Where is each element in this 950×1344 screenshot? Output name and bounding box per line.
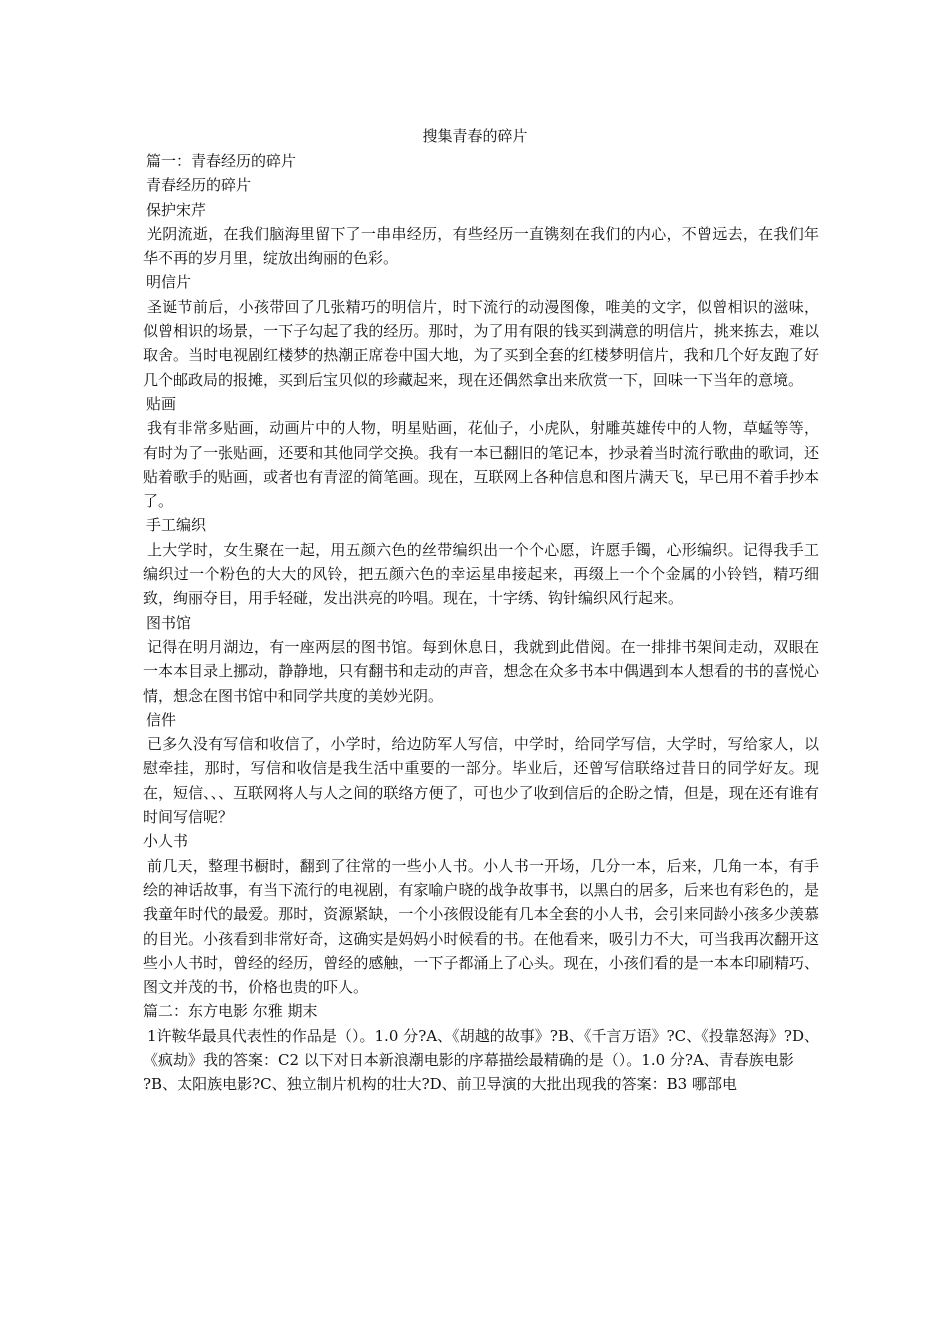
section-heading: 贴画 (146, 394, 177, 413)
section-heading: 手工编织 (146, 516, 207, 535)
section-heading: 明信片 (146, 273, 192, 292)
paragraph: 上大学时，女生聚在一起，用五颜六色的丝带编织出一个个心愿，许愿手镯，心形编织。记得我手工编织过一个粉色的大大的风铃，把五颜六色的幸运星串接起来，再缀上一个个金属的小铃铛，精巧细致，绚丽夺目，用手轻碰，发出洪亮的吟唱。现在，十字绣、钩针编织风行起来。 (143, 540, 819, 608)
paragraph: 记得在明月湖边，有一座两层的图书馆。每到休息日，我就到此借阅。在一排排书架间走动，双眼在一本本目录上挪动，静静地，只有翻书和走动的声音，想念在众多书本中偶遇到本人想看的书的喜悦心情，想念在图书馆中和同学共度的美妙光阴。 (143, 637, 819, 705)
document-body (143, 149, 819, 1097)
section-heading: ?B、太阳族电影?C、独立制片机构的壮大?D、前卫导演的大批出现我的答案：B3 哪部电 (143, 1075, 737, 1094)
section-heading: 青春经历的碎片 (146, 176, 252, 195)
paragraph: 圣诞节前后，小孩带回了几张精巧的明信片，时下流行的动漫图像，唯美的文字，似曾相识的滋味，似曾相识的场景，一下子勾起了我的经历。那时，为了用有限的钱买到满意的明信片，挑来拣去，难以取舍。当时电视剧红楼梦的热潮正席卷中国大地，为了买到全套的红楼梦明信片，我和几个好友跑了好几个邮政局的报摊，买到后宝贝似的珍藏起来，现在还偶然拿出来欣赏一下，回味一下当年的意境。 (143, 297, 819, 389)
paragraph: 我有非常多贴画，动画片中的人物，明星贴画，花仙子，小虎队，射雕英雄传中的人物，草蜢等等，有时为了一张贴画，还要和其他同学交换。我有一本已翻旧的笔记本，抄录着当时流行歌曲的歌词，还贴着歌手的贴画，或者也有青涩的简笔画。现在，互联网上各种信息和图片满天飞，早已用不着手抄本了。 (143, 419, 819, 511)
section-heading: 篇二：东方电影 尔雅 期末 (143, 1002, 318, 1021)
section-heading: 篇一：青春经历的碎片 (146, 152, 297, 170)
paragraph: 已多久没有写信和收信了，小学时，给边防军人写信，中学时，给同学写信，大学时，写给家人，以慰牵挂，那时，写信和收信是我生活中重要的一部分。毕业后，还曾写信联络过昔日的同学好友。现在，短信、、、互联网将人与人之间的联络方便了，可也少了收到信后的企盼之情，但是，现在还有谁有时间写信呢？ (143, 735, 819, 827)
section-heading: 信件 (146, 710, 177, 729)
section-heading: 保护宋芹 (146, 200, 207, 219)
section-heading: 图书馆 (146, 613, 192, 632)
paragraph: 1许鞍华最具代表性的作品是（）。1.0 分?A、《胡越的故事》?B、《千言万语》?C、《投靠怒海》?D、《疯劫》我的答案：C2 以下对日本新浪潮电影的序幕描绘最精确的是（）。1.0 分?A、青春族电影 (143, 1026, 819, 1069)
paragraph: 前几天，整理书橱时，翻到了往常的一些小人书。小人书一开场，几分一本，后来，几角一本，有手绘的神话故事，有当下流行的电视剧，有家喻户晓的战争故事书，以黑白的居多，后来也有彩色的，是我童年时代的最爱。那时，资源紧缺，一个小孩假设能有几本全套的小人书，会引来同龄小孩多少羡慕的目光。小孩看到非常好奇，这确实是妈妈小时候看的书。在他看来，吸引力不大，可当我再次翻开这些小人书时，曾经的经历，曾经的感触，一下子都涌上了心头。现在，小孩们看的是一本本印刷精巧、图文并茂的书，价格也贵的吓人。 (143, 856, 819, 997)
document-title: 搜集青春的碎片 (422, 127, 528, 145)
paragraph: 光阴流逝，在我们脑海里留下了一串串经历，有些经历一直镌刻在我们的内心，不曾远去，在我们年华不再的岁月里，绽放出绚丽的色彩。 (143, 224, 819, 268)
section-heading: 小人书 (143, 832, 189, 851)
